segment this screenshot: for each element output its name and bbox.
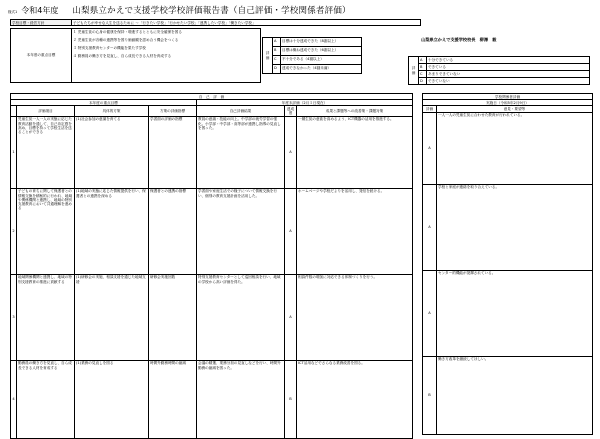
rel-col-head: 意見・要望等	[437, 106, 593, 112]
rel-eval-desc: できている	[427, 64, 590, 71]
cell-improve: ホームページや学校だよりを活用し、発信を続ける。	[297, 188, 413, 274]
rel-date: 実施日（令和5年2月9日）	[423, 100, 593, 106]
cell-improve: ICT活用などでさらなる業務改善を図る。	[297, 360, 413, 438]
cell-index: 保護者との連携の指標	[149, 188, 197, 274]
self-eval-desc: 目標は十分達成できた（8割以上）	[281, 38, 362, 47]
cell-result: 教員の意識・技能の向上。中学部の就労学習の強化。小学部・中学部・高等部が連携し指導の見直しを図った。	[197, 116, 285, 188]
col-head: 評価項目	[17, 106, 75, 116]
cell-opinion: 一人一人の児童生徒に合わせた教育が行われている。	[437, 112, 593, 184]
cell-opinion: 働き方改革を継続してほしい。	[437, 356, 593, 434]
cell-ach: A	[285, 188, 297, 274]
goal-item: ３ 特別支援教育センターの機能を果たす学校	[73, 45, 146, 50]
goal-heading: 本年度の重点目標	[11, 100, 197, 106]
rel-heading: 学校関係者評価	[423, 94, 593, 100]
year-end-heading: 年度末評価（2月１日現在）	[197, 100, 413, 106]
self-eval-desc: 達成できなかった（4割未満）	[281, 65, 362, 74]
table-row	[11, 116, 413, 188]
cell-improve: 相談件数の増加に対応できる体制づくりを行う。	[297, 274, 413, 360]
goal-item: １ 児童生徒の心身の健康を保持・増進するとともに安全確保を図る	[73, 29, 182, 34]
table-row	[11, 188, 413, 274]
cell-index: 研修会実施回数	[149, 274, 197, 360]
cell-plan: (1)社会参加の意識を育てる	[75, 116, 149, 188]
self-eval-heading: 自 己 評 価	[11, 94, 413, 100]
rel-eval-rows	[423, 112, 593, 434]
cell-opinion: 学校と家庭が連絡を取り合えている。	[437, 184, 593, 270]
col-head: 自己評価結果	[197, 106, 285, 116]
self-eval-key: B	[273, 47, 281, 56]
self-eval-key: C	[273, 56, 281, 65]
col-head: 具体的方策	[75, 106, 149, 116]
self-eval-key: D	[273, 65, 281, 74]
self-eval-label: 評価	[263, 38, 273, 74]
table-row	[11, 360, 413, 438]
cell-no: 3	[11, 274, 17, 360]
self-eval-key: A	[273, 38, 281, 47]
cell-item: 勤務員の働き方を見直し、自ら成長できる人材を育成する	[17, 360, 75, 438]
cell-ach: A	[285, 116, 297, 188]
goal-item: ２ 児童生徒が各種の連携等を図り価値観を認め合う機会をつくる	[73, 37, 179, 42]
report-header	[4, 2, 596, 18]
rel-eval-desc: できていない	[427, 78, 590, 85]
rel-eval-key: B	[419, 64, 427, 71]
relation-eval-scale	[408, 56, 590, 85]
policy-label: 学校目標・経営方針	[11, 20, 72, 26]
cell-index: 時間外勤務時間の縮減	[149, 360, 197, 438]
cell-result: 会議の精選、業務分担の見直しなどを行い、時間外勤務の縮減を図った。	[197, 360, 285, 438]
col-head: 方策の評価指標	[149, 106, 197, 116]
rel-eval-label: 評価	[409, 57, 419, 85]
table-row	[423, 356, 593, 434]
cell-no: 1	[11, 116, 17, 188]
rel-eval-key: D	[419, 78, 427, 85]
policy-table	[10, 19, 421, 26]
cell-rel: A	[423, 184, 437, 270]
cell-result: 特別支援教育センターとして巡回相談を行い、地域の学校から高い評価を得た。	[197, 274, 285, 360]
cell-ach: A	[285, 274, 297, 360]
goal-item: ４ 勤務員の働き方を見直し、自ら成長できる人材を育成する	[73, 53, 172, 58]
goals-label: 本年度の重点目標	[11, 29, 72, 83]
cell-rel: A	[423, 270, 437, 356]
policy-text: 子どもたちが幸せな人生を送るために ～「行きたい学校」「行かせたい学校」「連携したい学校」「働きたい学校」	[72, 20, 421, 26]
table-row	[423, 270, 593, 356]
cell-item: 児童生徒一人一人の実態に応じた教育活動を通して、自己肯定感を高め、目標を持って学校生活を送ることができる	[17, 116, 75, 188]
cell-result: 学習面や家庭生活での様子について情報交換を行い、個別の教育支援計画を活用した。	[197, 188, 285, 274]
goals-table	[10, 28, 261, 83]
cell-item: 地域関係機関と連携し、地域の特別支援教育の推進に貢献する	[17, 274, 75, 360]
goals-list	[72, 29, 261, 83]
report-title: 山梨県立かえで支援学校学校評価報告書（自己評価・学校関係者評価）	[72, 6, 351, 16]
cell-no: 4	[11, 360, 17, 438]
principal-name: 山梨県立かえで支援学校校長 柳澤 毅	[421, 37, 497, 42]
table-row	[11, 274, 413, 360]
cell-no: 2	[11, 188, 17, 274]
cell-item: 子どもの育ちに関して保護者との情報交換を積極的に行われ、地域や関係機関と連携し、地域の特別支援教育において共通理解を進める	[17, 188, 75, 274]
rel-eval-key: C	[419, 71, 427, 78]
self-eval-desc: 不十分である（4割以上）	[281, 56, 362, 65]
rel-eval-key: A	[419, 57, 427, 64]
cell-rel: B	[423, 356, 437, 434]
self-eval-rows	[11, 116, 413, 438]
table-row	[423, 184, 593, 270]
cell-plan: (1)研修会の実施、相談支援を通じた地域支援	[75, 274, 149, 360]
cell-opinion: センター的機能が発揮されている。	[437, 270, 593, 356]
table-row	[423, 112, 593, 184]
col-head: 成果と課題等への改善策・課題対策	[297, 106, 413, 116]
rel-eval-desc: 十分できている	[427, 57, 590, 64]
rel-eval-desc: あまりできていない	[427, 71, 590, 78]
self-eval-scale	[262, 37, 362, 74]
rel-col-head: 評価	[423, 106, 437, 112]
fiscal-year: 令和4年度	[21, 5, 59, 15]
relation-evaluation-table	[422, 93, 593, 435]
col-head: 達成度	[285, 106, 297, 116]
cell-ach: B	[285, 360, 297, 438]
cell-plan: (1)業務の見直しを図る	[75, 360, 149, 438]
cell-index: 学習面の評価の指標	[149, 116, 197, 188]
cell-improve: 一層生徒の意欲を高めるよう、ICT機器の活用を推進する。	[297, 116, 413, 188]
self-evaluation-table	[10, 93, 413, 439]
cell-plan: (1)地域の実態に応じた情報提供を行い、保護者との連携を深める	[75, 188, 149, 274]
doc-number: 様式1	[8, 9, 18, 14]
cell-rel: A	[423, 112, 437, 184]
self-eval-desc: 目標は概ね達成できた（6割以上）	[281, 47, 362, 56]
